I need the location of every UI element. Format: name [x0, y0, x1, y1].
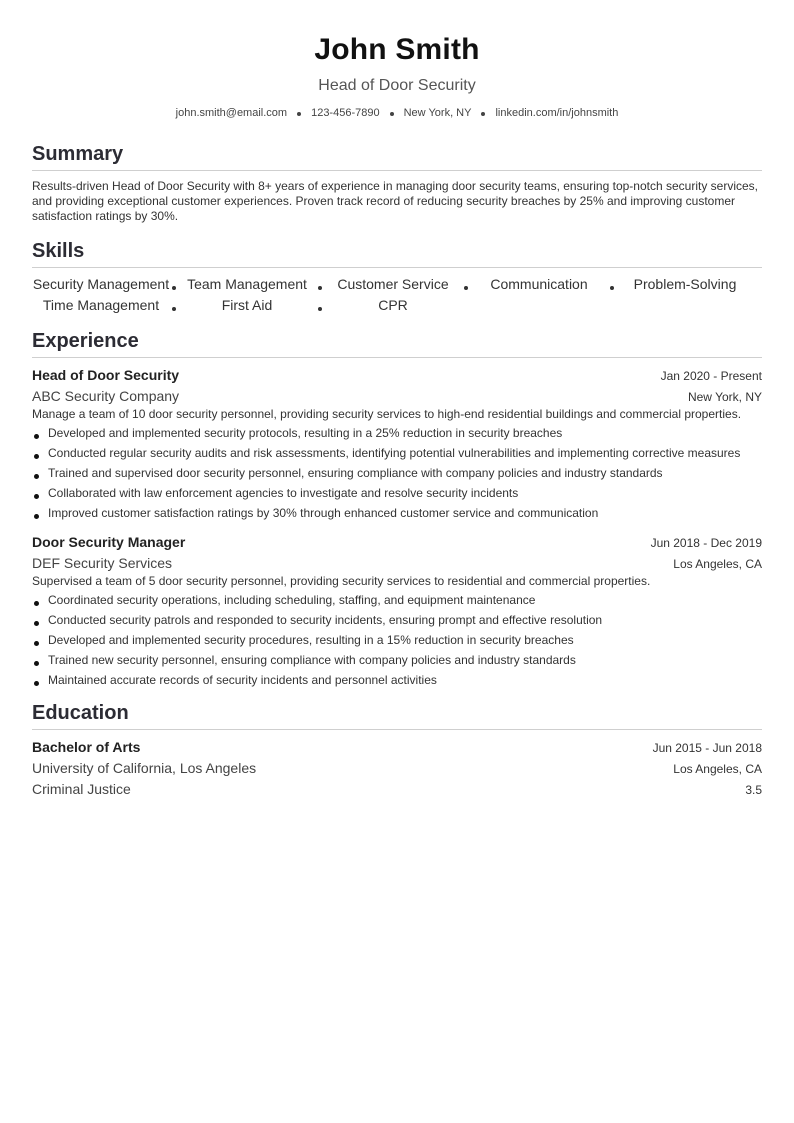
skill-item: Communication — [490, 276, 588, 292]
skill-item: Time Management — [42, 297, 160, 313]
skill-separator-dot-icon — [464, 286, 468, 290]
experience-heading: Experience — [32, 328, 762, 358]
resume-header — [32, 0, 762, 121]
skill-item: Problem-Solving — [633, 276, 737, 292]
job-achievements — [32, 593, 762, 688]
job-dates: Jan 2020 - Present — [660, 369, 762, 383]
job-description: Manage a team of 10 door security personnel, providing security services to high-end residential buildings and commercial properties. — [32, 407, 742, 421]
separator-dot-icon — [297, 112, 301, 116]
contact-linkedin[interactable]: linkedin.com/in/johnsmith — [495, 107, 619, 119]
skill-item: CPR — [378, 297, 408, 313]
contact-info — [32, 105, 762, 121]
experience-section — [32, 328, 762, 688]
gpa: 3.5 — [745, 783, 762, 797]
achievement-item: Coordinated security operations, including scheduling, staffing, and equipment maintenance — [32, 593, 762, 608]
skill-separator-dot-icon — [318, 307, 322, 311]
summary-text: Results-driven Head of Door Security with 8+ years of experience in managing door security teams, ensuring top-notch security services, and providing exceptional customer experiences. Proven track record of reducing security breaches by 25% and improving customer satisfaction ratings by 30%. — [32, 179, 759, 223]
field-of-study: Criminal Justice — [32, 781, 131, 797]
separator-dot-icon — [481, 112, 485, 116]
contact-email[interactable]: john.smith@email.com — [175, 107, 288, 119]
candidate-headline: Head of Door Security — [318, 77, 476, 94]
job-entry — [32, 533, 762, 688]
job-achievements — [32, 426, 762, 521]
achievement-item: Conducted security patrols and responded to security incidents, ensuring prompt and effective resolution — [32, 613, 762, 628]
achievement-item: Maintained accurate records of security incidents and personnel activities — [32, 673, 762, 688]
education-entry — [32, 738, 762, 800]
job-dates: Jun 2018 - Dec 2019 — [650, 536, 762, 550]
candidate-name: John Smith — [314, 33, 480, 66]
school-name: University of California, Los Angeles — [32, 760, 257, 776]
summary-heading: Summary — [32, 141, 762, 171]
summary-section — [32, 141, 762, 224]
skill-item: Security Management — [32, 276, 170, 292]
achievement-item: Collaborated with law enforcement agencies to investigate and resolve security incidents — [32, 486, 762, 501]
skills-heading: Skills — [32, 238, 762, 268]
skill-separator-dot-icon — [610, 286, 614, 290]
job-company: DEF Security Services — [32, 555, 173, 571]
degree: Bachelor of Arts — [32, 739, 141, 755]
achievement-item: Developed and implemented security procedures, resulting in a 15% reduction in security breaches — [32, 633, 762, 648]
skill-item: Team Management — [187, 276, 307, 292]
skills-list — [32, 276, 762, 314]
achievement-item: Improved customer satisfaction ratings by 30% through enhanced customer service and communication — [32, 506, 762, 521]
education-section — [32, 700, 762, 800]
job-title: Head of Door Security — [32, 367, 180, 383]
job-entry — [32, 366, 762, 521]
job-company: ABC Security Company — [32, 388, 180, 404]
separator-dot-icon — [390, 112, 394, 116]
achievement-item: Conducted regular security audits and risk assessments, identifying potential vulnerabilities and implementing corrective measures — [32, 446, 762, 461]
job-location: New York, NY — [687, 390, 762, 404]
education-heading: Education — [32, 700, 762, 730]
job-location: Los Angeles, CA — [673, 557, 762, 571]
education-dates: Jun 2015 - Jun 2018 — [652, 741, 762, 755]
skill-separator-dot-icon — [318, 286, 322, 290]
skills-section — [32, 238, 762, 314]
school-location: Los Angeles, CA — [673, 762, 762, 776]
skill-item: Customer Service — [337, 276, 449, 292]
achievement-item: Trained new security personnel, ensuring compliance with company policies and industry standards — [32, 653, 762, 668]
job-description: Supervised a team of 5 door security personnel, providing security services to residential and commercial properties. — [32, 574, 651, 588]
job-title: Door Security Manager — [32, 534, 186, 550]
skill-separator-dot-icon — [172, 307, 176, 311]
skill-separator-dot-icon — [172, 286, 176, 290]
contact-phone[interactable]: 123-456-7890 — [311, 107, 380, 119]
contact-location: New York, NY — [403, 107, 472, 119]
achievement-item: Developed and implemented security protocols, resulting in a 25% reduction in security breaches — [32, 426, 762, 441]
achievement-item: Trained and supervised door security personnel, ensuring compliance with company policies and industry standards — [32, 466, 762, 481]
skill-item: First Aid — [221, 297, 273, 313]
